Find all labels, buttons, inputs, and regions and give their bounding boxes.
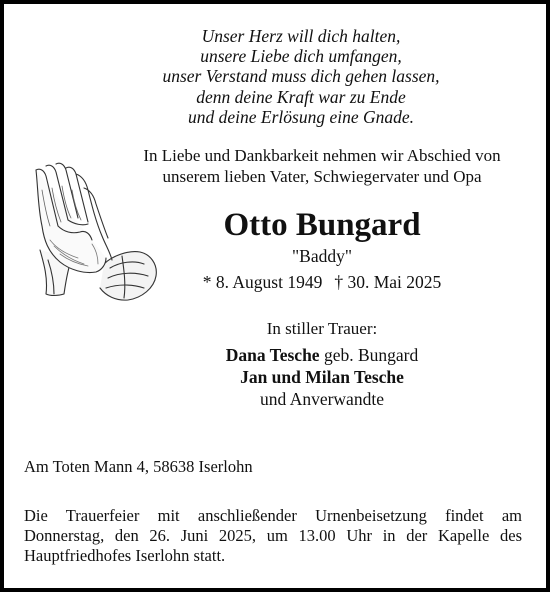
poem-line: und deine Erlösung eine Gnade.	[188, 106, 414, 127]
address: Am Toten Mann 4, 58638 Iserlohn	[24, 457, 253, 476]
intro-line: In Liebe und Dankbarkeit nehmen wir Abschied von	[143, 146, 501, 165]
mourner-name: Jan und Milan Tesche	[240, 367, 404, 387]
mourners-heading: In stiller Trauer:	[266, 319, 378, 338]
intro-line: unserem lieben Vater, Schwiegervater und Opa	[162, 167, 482, 186]
poem	[0, 26, 550, 127]
deceased-name: Otto Bungard	[223, 207, 421, 243]
life-dates	[0, 272, 550, 293]
mourners-list	[0, 344, 550, 410]
ceremony-notice	[24, 506, 522, 566]
mourner-name: Dana Tesche	[225, 345, 320, 365]
ceremony-line: Die Trauerfeier mit anschließender Urnenbeisetzung findet am	[24, 506, 522, 525]
mourner-line: und Anverwandte	[260, 389, 384, 409]
deceased-nickname: "Baddy"	[292, 246, 352, 266]
poem-line: unser Verstand muss dich gehen lassen,	[162, 66, 440, 87]
ceremony-line: Hauptfriedhofes Iserlohn statt.	[24, 546, 226, 565]
ceremony-line: Donnerstag, den 26. Juni 2025, um 13.00 Uhr in der Kapelle des	[24, 526, 522, 545]
mourner-line	[94, 366, 550, 388]
poem-line: denn deine Kraft war zu Ende	[196, 86, 406, 107]
mourner-maiden-name: geb. Bungard	[319, 345, 419, 365]
birth-date: * 8. August 1949	[202, 272, 323, 292]
death-date: † 30. Mai 2025	[334, 272, 442, 292]
mourner-line	[94, 344, 550, 366]
poem-line: Unser Herz will dich halten,	[201, 26, 401, 46]
poem-line: unsere Liebe dich umfangen,	[200, 46, 402, 67]
